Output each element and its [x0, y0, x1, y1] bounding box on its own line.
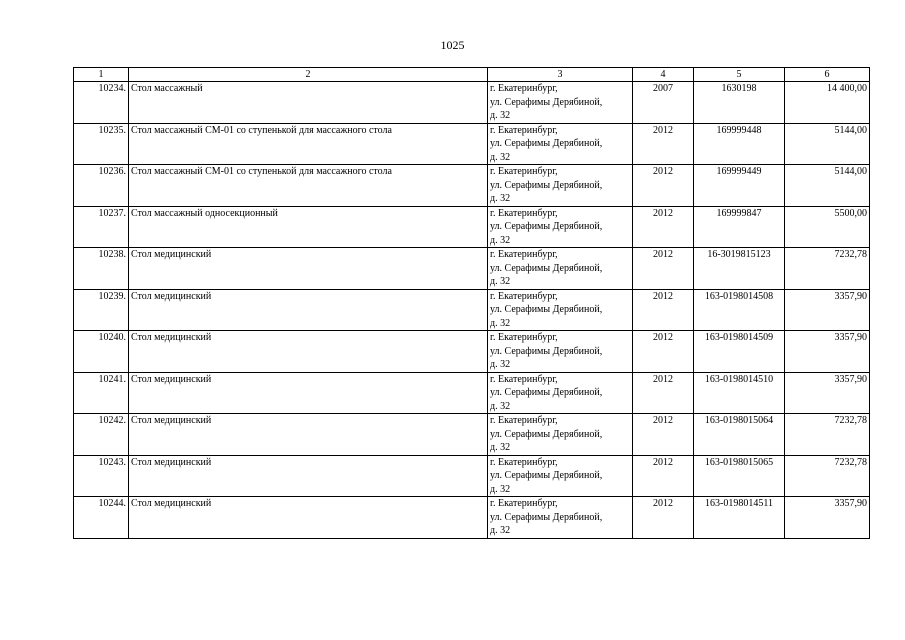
- address-line: г. Екатеринбург,: [490, 124, 558, 136]
- cell-amount: 3357,90: [785, 331, 870, 373]
- address-line: г. Екатеринбург,: [490, 415, 558, 426]
- cell-amount: 7232,78: [785, 248, 870, 290]
- page-number: 1025: [440, 38, 465, 52]
- cell-year: 2007: [633, 82, 694, 124]
- cell-amount: 3357,90: [785, 289, 870, 331]
- table-row: [74, 206, 870, 248]
- address-line: г. Екатеринбург,: [490, 373, 558, 385]
- cell-amount: 3357,90: [785, 497, 870, 539]
- cell-inventory-number: 163-0198015064: [694, 414, 785, 456]
- address-line: ул. Серафимы Дерябиной,: [490, 221, 603, 232]
- address-line: г. Екатеринбург,: [490, 83, 558, 94]
- address-line: г. Екатеринбург,: [490, 166, 558, 177]
- address-line: д. 32: [490, 110, 511, 121]
- cell-amount: 5144,00: [785, 123, 870, 165]
- cell-number: 10238.: [74, 248, 129, 290]
- address-line: д. 32: [490, 483, 511, 495]
- address-line: ул. Серафимы Дерябиной,: [490, 304, 603, 315]
- address-line: г. Екатеринбург,: [490, 290, 558, 302]
- table-row: [74, 372, 870, 414]
- table-body: [74, 82, 870, 539]
- address-line: ул. Серафимы Дерябиной,: [490, 179, 603, 191]
- cell-year: 2012: [633, 414, 694, 456]
- cell-number: 10244.: [74, 497, 129, 539]
- table-row: [74, 248, 870, 290]
- address-line: ул. Серафимы Дерябиной,: [490, 262, 603, 274]
- cell-year: 2012: [633, 372, 694, 414]
- cell-name: Стол массажный односекционный: [129, 206, 488, 248]
- cell-address: [488, 165, 633, 207]
- table-row: [74, 123, 870, 165]
- cell-inventory-number: 1630198: [694, 82, 785, 124]
- cell-name: Стол медицинский: [129, 414, 488, 456]
- cell-address: [488, 497, 633, 539]
- address-line: д. 32: [490, 442, 511, 453]
- cell-year: 2012: [633, 123, 694, 165]
- table-row: [74, 414, 870, 456]
- cell-year: 2012: [633, 248, 694, 290]
- cell-inventory-number: 163-0198014511: [694, 497, 785, 539]
- table-row: [74, 289, 870, 331]
- cell-name: Стол медицинский: [129, 248, 488, 290]
- address-line: ул. Серафимы Дерябиной,: [490, 470, 603, 481]
- cell-year: 2012: [633, 165, 694, 207]
- address-line: ул. Серафимы Дерябиной,: [490, 138, 603, 149]
- table-row: [74, 497, 870, 539]
- address-line: ул. Серафимы Дерябиной,: [490, 96, 603, 108]
- column-header: 6: [785, 68, 870, 82]
- address-line: д. 32: [490, 234, 511, 246]
- cell-year: 2012: [633, 206, 694, 248]
- cell-number: 10242.: [74, 414, 129, 456]
- cell-name: Стол массажный: [129, 82, 488, 124]
- cell-number: 10236.: [74, 165, 129, 207]
- cell-year: 2012: [633, 289, 694, 331]
- cell-year: 2012: [633, 455, 694, 497]
- address-line: г. Екатеринбург,: [490, 332, 558, 343]
- address-line: г. Екатеринбург,: [490, 498, 558, 509]
- address-line: д. 32: [490, 276, 511, 287]
- table-row: [74, 455, 870, 497]
- cell-number: 10240.: [74, 331, 129, 373]
- cell-address: [488, 414, 633, 456]
- cell-year: 2012: [633, 331, 694, 373]
- cell-amount: 5500,00: [785, 206, 870, 248]
- cell-address: [488, 248, 633, 290]
- column-header: 4: [633, 68, 694, 82]
- column-header: 5: [694, 68, 785, 82]
- cell-inventory-number: 163-0198014509: [694, 331, 785, 373]
- address-line: г. Екатеринбург,: [490, 207, 558, 219]
- column-header: 2: [129, 68, 488, 82]
- cell-inventory-number: 169999449: [694, 165, 785, 207]
- column-header: 3: [488, 68, 633, 82]
- cell-address: [488, 82, 633, 124]
- address-line: ул. Серафимы Дерябиной,: [490, 345, 603, 357]
- cell-amount: 14 400,00: [785, 82, 870, 124]
- property-table: [73, 67, 870, 539]
- cell-number: 10237.: [74, 206, 129, 248]
- cell-address: [488, 331, 633, 373]
- cell-inventory-number: 163-0198015065: [694, 455, 785, 497]
- address-line: д. 32: [490, 400, 511, 412]
- column-header: 1: [74, 68, 129, 82]
- cell-name: Стол медицинский: [129, 372, 488, 414]
- table-row: [74, 331, 870, 373]
- cell-inventory-number: 163-0198014510: [694, 372, 785, 414]
- cell-number: 10241.: [74, 372, 129, 414]
- address-line: г. Екатеринбург,: [490, 249, 558, 260]
- cell-name: Стол массажный СМ-01 со ступенькой для массажного стола: [129, 123, 488, 165]
- address-line: г. Екатеринбург,: [490, 456, 558, 468]
- cell-address: [488, 123, 633, 165]
- cell-number: 10234.: [74, 82, 129, 124]
- cell-amount: 5144,00: [785, 165, 870, 207]
- cell-number: 10235.: [74, 123, 129, 165]
- address-line: д. 32: [490, 317, 511, 329]
- cell-name: Стол медицинский: [129, 289, 488, 331]
- cell-inventory-number: 16-3019815123: [694, 248, 785, 290]
- cell-inventory-number: 169999847: [694, 206, 785, 248]
- address-line: д. 32: [490, 525, 511, 536]
- cell-inventory-number: 169999448: [694, 123, 785, 165]
- cell-inventory-number: 163-0198014508: [694, 289, 785, 331]
- table-row: [74, 82, 870, 124]
- cell-number: 10239.: [74, 289, 129, 331]
- cell-address: [488, 289, 633, 331]
- cell-name: Стол медицинский: [129, 455, 488, 497]
- address-line: ул. Серафимы Дерябиной,: [490, 511, 603, 523]
- cell-name: Стол медицинский: [129, 497, 488, 539]
- address-line: д. 32: [490, 151, 511, 163]
- cell-amount: 7232,78: [785, 414, 870, 456]
- cell-address: [488, 372, 633, 414]
- address-line: ул. Серафимы Дерябиной,: [490, 387, 603, 398]
- cell-address: [488, 455, 633, 497]
- cell-name: Стол медицинский: [129, 331, 488, 373]
- address-line: д. 32: [490, 359, 511, 370]
- cell-name: Стол массажный СМ-01 со ступенькой для массажного стола: [129, 165, 488, 207]
- cell-number: 10243.: [74, 455, 129, 497]
- cell-address: [488, 206, 633, 248]
- cell-amount: 3357,90: [785, 372, 870, 414]
- cell-year: 2012: [633, 497, 694, 539]
- table-row: [74, 165, 870, 207]
- address-line: д. 32: [490, 193, 511, 204]
- table-header-row: [74, 68, 870, 82]
- address-line: ул. Серафимы Дерябиной,: [490, 428, 603, 440]
- cell-amount: 7232,78: [785, 455, 870, 497]
